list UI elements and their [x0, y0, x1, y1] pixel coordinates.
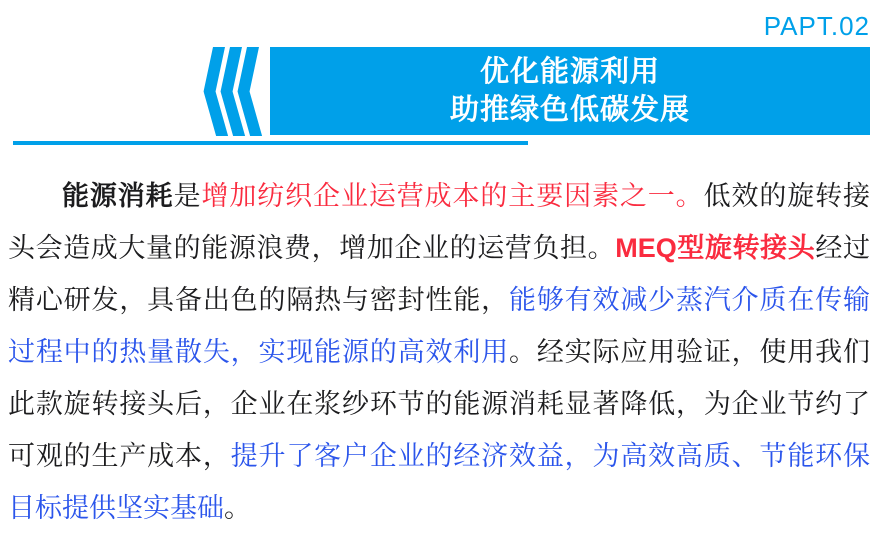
paragraph-line [8, 170, 870, 222]
text-segment-black: 低效的旋转接 [703, 181, 870, 211]
text-segment-blue: 能够有效减少蒸汽介质在传输 [509, 285, 870, 315]
text-segment-black-bold: 能源消耗 [62, 181, 174, 211]
text-segment-black: 。 [224, 493, 251, 523]
text-segment-red: 增加纺织企业运营成本的主要因素之一。 [201, 181, 704, 211]
text-segment-blue: 目标提供坚实基础 [8, 493, 224, 523]
section-number-label: PAPT.02 [763, 11, 870, 41]
text-segment-black: 经过 [815, 233, 870, 263]
text-segment-red-bold: MEQ型旋转接头 [615, 233, 816, 263]
text-segment-black: 精心研发，具备出色的隔热与密封性能， [8, 285, 509, 315]
paragraph-line [8, 378, 870, 430]
paragraph-line [8, 274, 870, 326]
section-title-line-2: 助推绿色低碳发展 [449, 94, 690, 126]
text-segment-black: 是 [173, 181, 202, 211]
paragraph-line [8, 326, 870, 378]
paragraph-line [8, 222, 870, 274]
section-title-banner [270, 47, 870, 135]
text-segment-black: 此款旋转接头后，企业在浆纱环节的能源消耗显著降低，为企业节约了 [8, 389, 870, 419]
paragraph-line [8, 482, 870, 534]
text-segment-black: 。经实际应用验证，使用我们 [509, 337, 870, 367]
body-paragraph [8, 170, 870, 534]
text-segment-black: 可观的生产成本， [8, 441, 231, 471]
triple-chevron-left-icon [202, 47, 263, 136]
divider-line [13, 141, 528, 145]
text-segment-black: 头会造成大量的能源浪费，增加企业的运营负担。 [8, 233, 616, 263]
text-segment-blue: 提升了客户企业的经济效益，为高效高质、节能环保 [230, 441, 870, 471]
text-segment-blue: 过程中的热量散失，实现能源的高效利用 [8, 337, 509, 367]
section-title-line-1: 优化能源利用 [479, 56, 660, 88]
paragraph-line [8, 430, 870, 482]
